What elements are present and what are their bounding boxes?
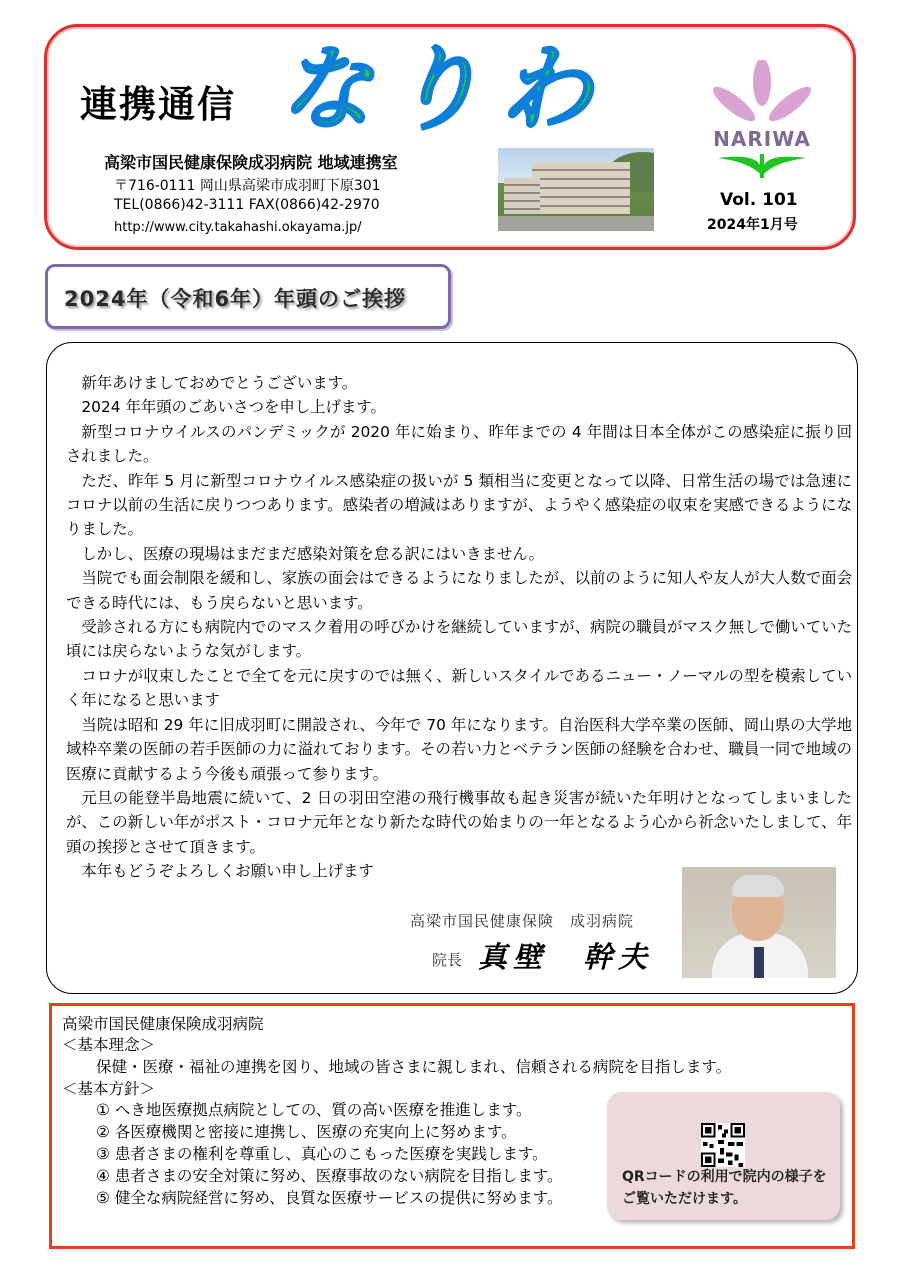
newsletter-subtitle: 連携通信: [80, 83, 236, 126]
issue-date: 2024年1月号: [707, 217, 798, 233]
newsletter-title: なりわ: [280, 35, 611, 143]
hospital-address: 〒716-0111 岡山県高梁市成羽町下原301: [114, 178, 381, 194]
greeting-paragraph: コロナが収束したことで全てを元に戻すのでは無く、新しいスタイルであるニュー・ノーマルの型を模索していく年になると思います: [66, 666, 852, 710]
policy-item: ① へき地医療拠点病院としての、質の高い医療を推進します。: [96, 1101, 532, 1119]
hospital-department: 高梁市国民健康保険成羽病院 地域連携室: [104, 153, 398, 172]
volume-number: Vol. 101: [720, 190, 798, 210]
greeting-paragraph: ただ、昨年 5 月に新型コロナウイルス感染症の扱いが 5 類相当に変更となって以降、日常生活の場では急速にコロナ以前の生活に戻りつつあります。感染者の増減はありますが、ようやく感染症の収束を実感できるようになりました。: [66, 471, 852, 539]
qr-code-icon[interactable]: [701, 1123, 745, 1167]
logo-text: NARIWA: [713, 127, 811, 151]
hospital-url[interactable]: http://www.city.takahashi.okayama.jp/: [114, 220, 362, 235]
policy-list: [96, 1099, 562, 1209]
policy-item: ② 各医療機関と密接に連携し、医療の充実向上に努めます。: [96, 1123, 517, 1141]
greeting-paragraph: 2024 年年頭のごあいさつを申し上げます。: [81, 398, 386, 417]
qr-description: QRコードの利用で院内の様子をご覧いただけます。: [622, 1169, 827, 1207]
greeting-message: [66, 371, 852, 884]
hospital-phone-fax: TEL(0866)42-3111 FAX(0866)42-2970: [114, 197, 380, 213]
greeting-paragraph: 新年あけましておめでとうございます。: [81, 374, 358, 392]
philosophy-heading: ＜基本理念＞: [62, 1036, 156, 1054]
greeting-paragraph: 受診される方にも病院内でのマスク着用の呼びかけを継続していますが、病院の職員がマスク無しで働いていた頃には戻らないような気がします。: [66, 618, 852, 661]
policy-item: ④ 患者さまの安全対策に努め、医療事故のない病院を目指します。: [96, 1167, 563, 1185]
policy-heading: ＜基本方針＞: [62, 1080, 156, 1098]
greeting-paragraph: しかし、医療の現場はまだまだ感染対策を怠る訳にはいきません。: [81, 544, 545, 563]
greeting-title: 2024年（令和6年）年頭のご挨拶: [64, 287, 407, 311]
greeting-heading-box: [45, 264, 451, 329]
signature-name: 真壁 幹夫: [478, 940, 654, 974]
signature-organization: 高梁市国民健康保険 成羽病院: [410, 912, 635, 930]
signature-title: 院長: [432, 951, 463, 969]
greeting-paragraph: 当院は昭和 29 年に旧成羽町に開設され、今年で 70 年になります。自治医科大学卒業の医師、岡山県の大学地域枠卒業の医師の若手医師の力に溢れております。その若い力とベテラン医師の経験を合わせ、職員一同で地域の医療に貢献するよう今後も頑張って参ります。: [66, 715, 852, 783]
greeting-paragraph: 当院でも面会制限を緩和し、家族の面会はできるようになりましたが、以前のように知人や友人が大人数で面会できる時代には、もう戻らないと思います。: [66, 569, 852, 612]
mission-hospital-name: 高梁市国民健康保険成羽病院: [62, 1015, 264, 1033]
director-portrait-photo: [682, 867, 836, 978]
policy-item: ⑤ 健全な病院経営に努め、良質な医療サービスの提供に努めます。: [96, 1189, 563, 1207]
philosophy-text: 保健・医療・福祉の連携を図り、地域の皆さまに親しまれ、信頼される病院を目指します。: [96, 1058, 732, 1076]
hospital-building-photo: [498, 148, 654, 231]
greeting-paragraph: 新型コロナウイルスのパンデミックが 2020 年に始まり、昨年までの 4 年間は日本全体がこの感染症に振り回されました。: [66, 422, 852, 466]
policy-item: ③ 患者さまの権利を尊重し、真心のこもった医療を実践します。: [96, 1145, 548, 1163]
nariwa-flower-logo-icon: [700, 60, 824, 180]
greeting-paragraph: 元旦の能登半島地震に続いて、2 日の羽田空港の飛行機事故も起き災害が続いた年明けとなってしまいましたが、この新しい年がポスト・コロナ元年となり新たな時代の始まりの一年となるよう心から祈念いたしまして、年頭の挨拶とさせて頂きます。: [66, 788, 852, 856]
greeting-paragraph: 本年もどうぞよろしくお願い申し上げます: [81, 862, 374, 881]
